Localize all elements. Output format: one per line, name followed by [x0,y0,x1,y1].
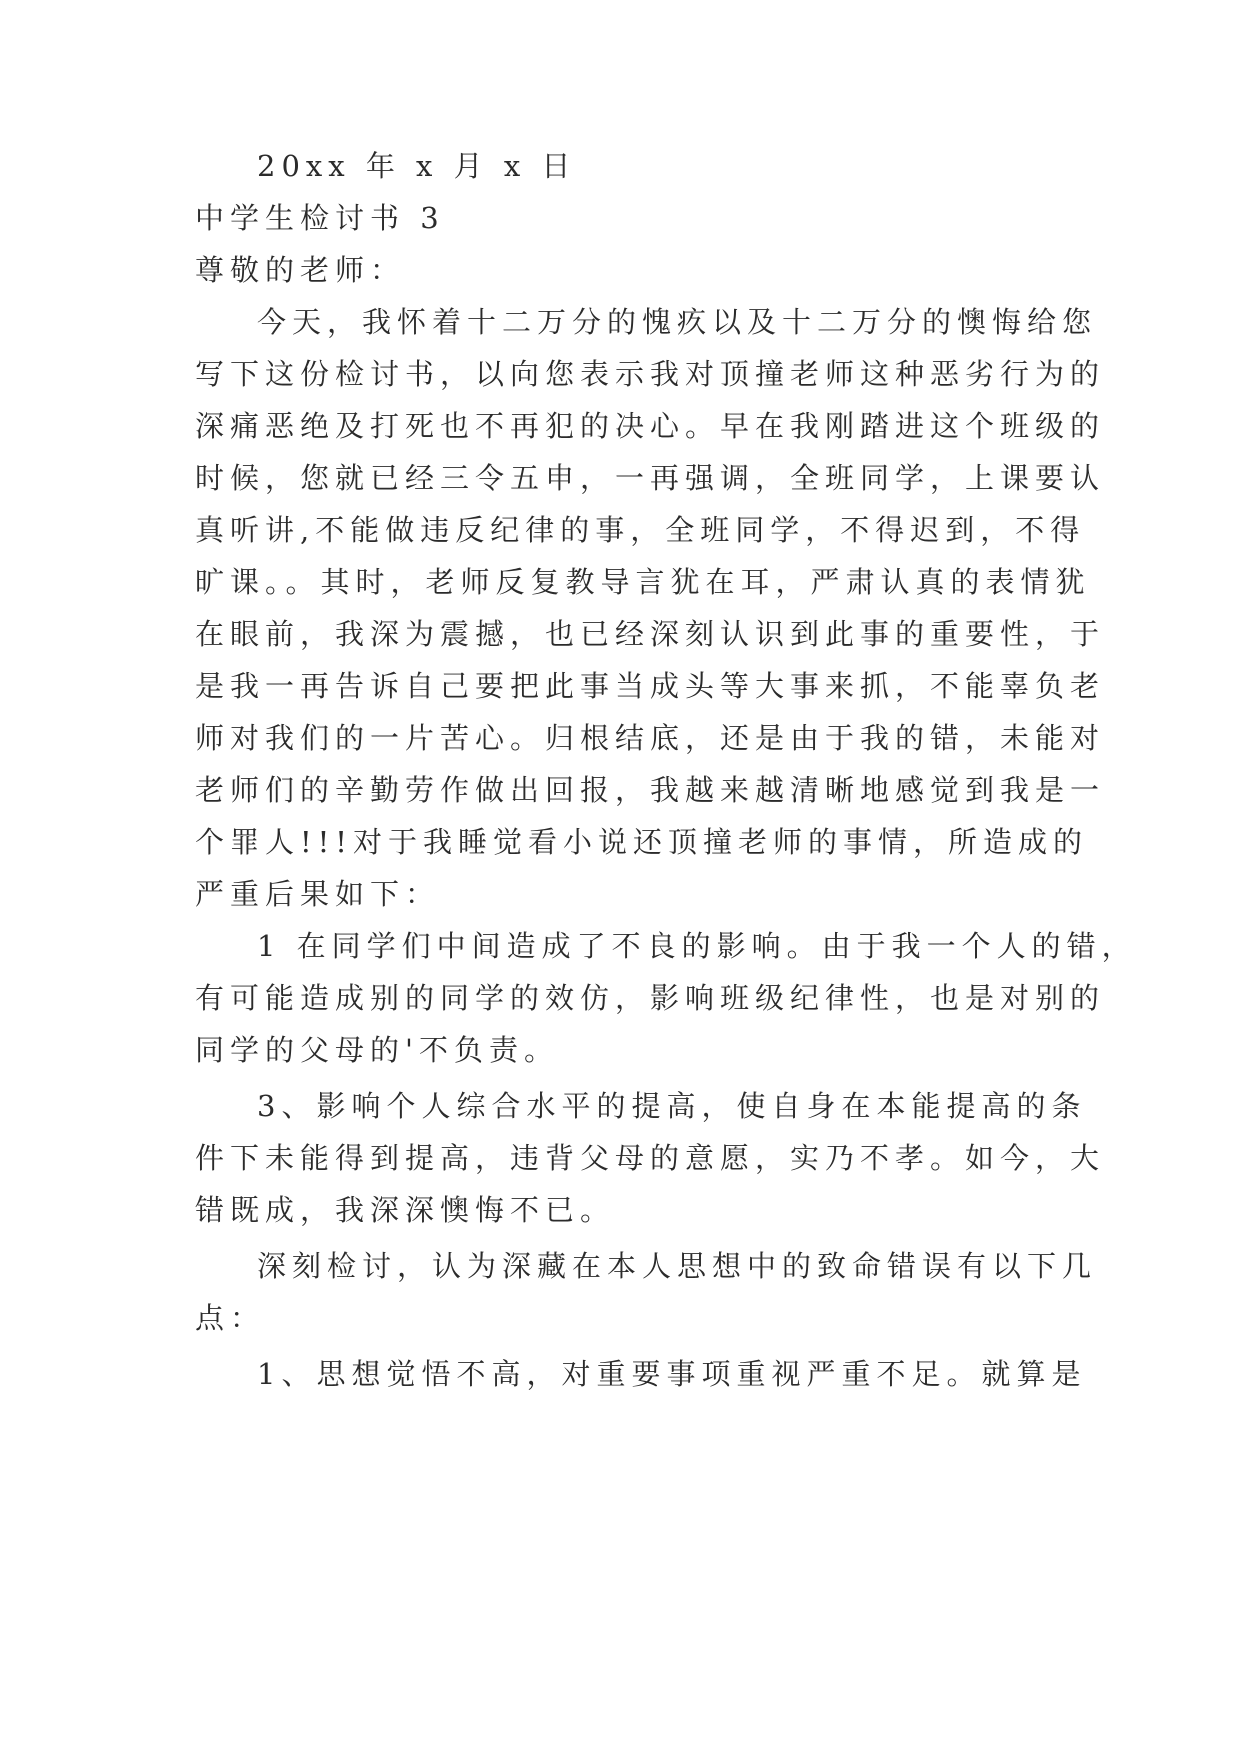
body-line: 真听讲,不能做违反纪律的事，全班同学，不得迟到，不得 [195,513,1086,547]
salutation: 尊敬的老师： [195,253,406,287]
body-line: 深刻检讨，认为深藏在本人思想中的致命错误有以下几 [257,1249,1098,1283]
body-line: 有可能造成别的同学的效仿，影响班级纪律性，也是对别的 [195,981,1106,1015]
body-line: 1 在同学们中间造成了不良的影响。由于我一个人的错， [257,929,1137,963]
body-line: 旷课。。其时，老师反复教导言犹在耳，严肃认真的表情犹 [195,565,1091,599]
document-title: 中学生检讨书 3 [195,201,445,235]
body-line: 深痛恶绝及打死也不再犯的决心。早在我刚踏进这个班级的 [195,409,1106,443]
body-line: 今天，我怀着十二万分的愧疚以及十二万分的懊悔给您 [257,305,1098,339]
body-line: 件下未能得到提高，违背父母的意愿，实乃不孝。如今，大 [195,1141,1106,1175]
body-line: 师对我们的一片苦心。归根结底，还是由于我的错，未能对 [195,721,1106,755]
body-line: 是我一再告诉自己要把此事当成头等大事来抓，不能辜负老 [195,669,1106,703]
body-line: 个罪人!!!对于我睡觉看小说还顶撞老师的事情，所造成的 [195,825,1088,859]
body-line: 时候，您就已经三令五申，一再强调，全班同学，上课要认 [195,461,1106,495]
date-line: 20xx 年 x 月 x 日 [257,149,577,183]
body-line: 3、影响个人综合水平的提高，使自身在本能提高的条 [257,1089,1087,1123]
body-line: 错既成，我深深懊悔不已。 [195,1193,616,1227]
body-line: 写下这份检讨书，以向您表示我对顶撞老师这种恶劣行为的 [195,357,1106,391]
body-line: 在眼前，我深为震撼，也已经深刻认识到此事的重要性，于 [195,617,1106,651]
body-line: 点： [195,1301,266,1335]
body-line: 严重后果如下： [195,877,441,911]
body-line: 1、思想觉悟不高，对重要事项重视严重不足。就算是 [257,1357,1087,1391]
body-line: 同学的父母的'不负责。 [195,1033,559,1067]
body-line: 老师们的辛勤劳作做出回报，我越来越清晰地感觉到我是一 [195,773,1106,807]
